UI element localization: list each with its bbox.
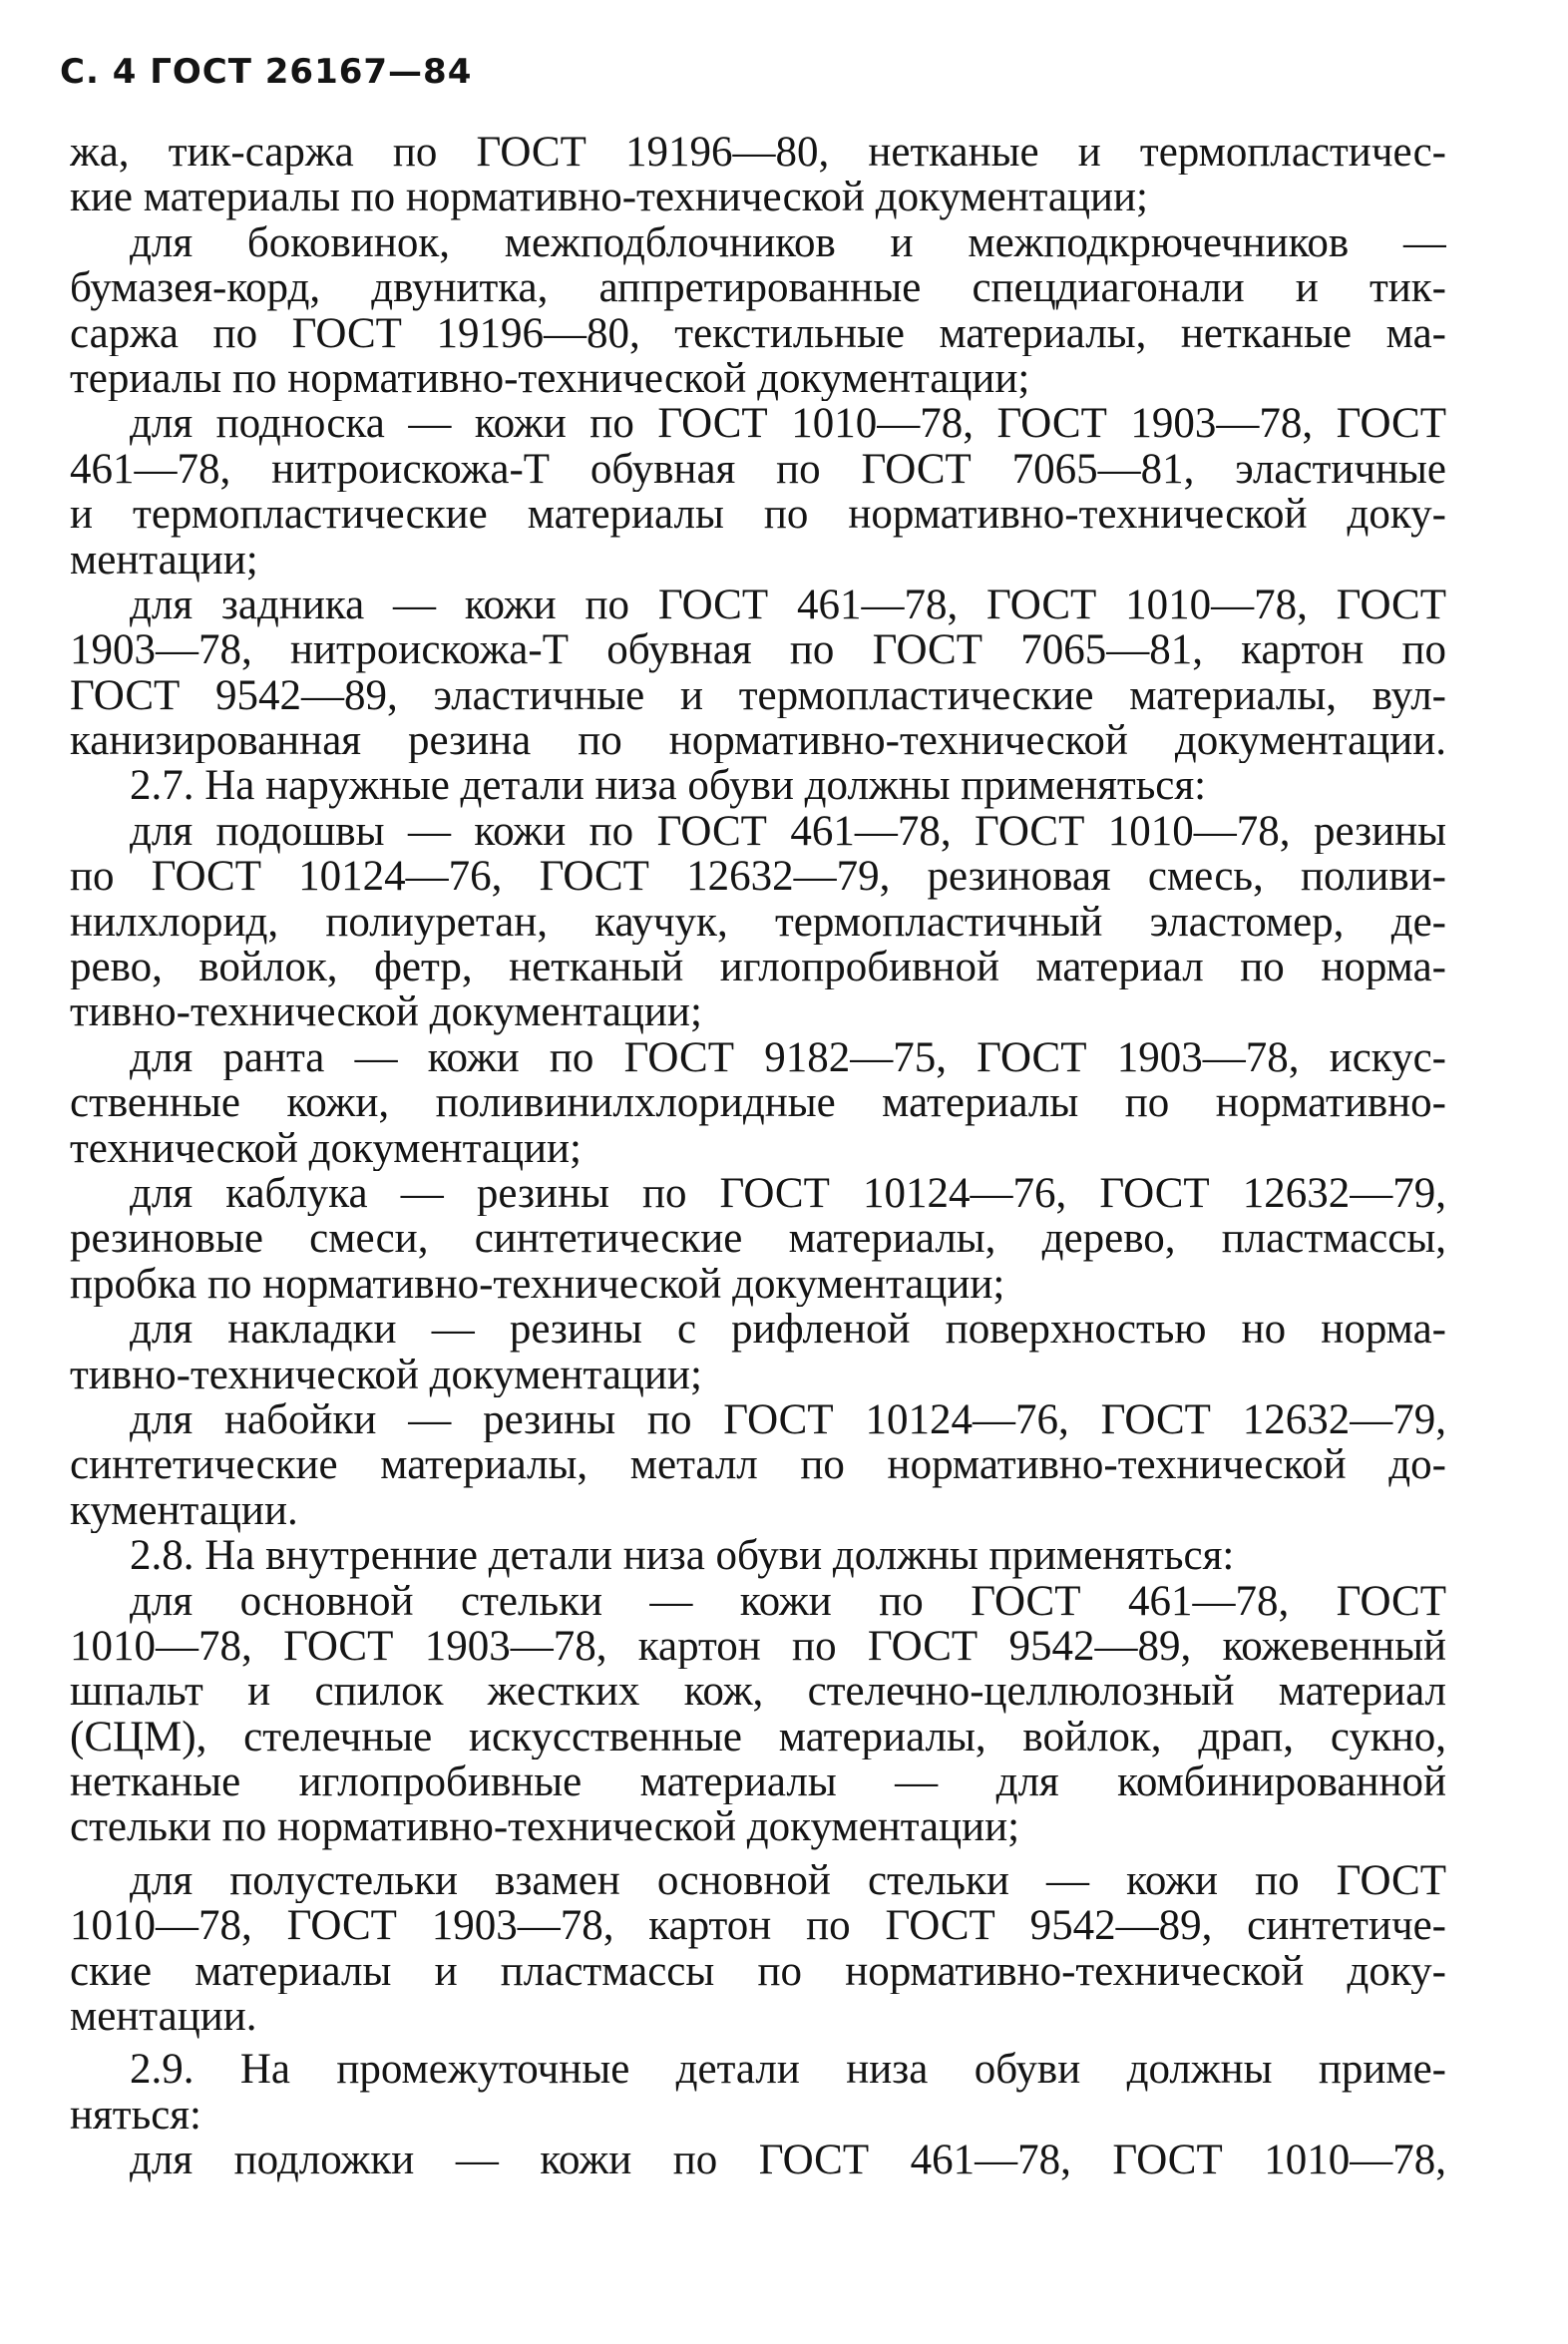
text-line: бумазея-корд, двунитка, аппретированные спецдиагонали и тик- bbox=[70, 265, 1446, 311]
paragraph-gap bbox=[70, 2039, 1446, 2047]
text-line: резиновые смеси, синтетические материалы, дерево, пластмассы, bbox=[70, 1216, 1446, 1262]
text-line: для подошвы — кожи по ГОСТ 461—78, ГОСТ 1010—78, резины bbox=[130, 808, 1446, 855]
text-line: 2.9. На промежуточные детали низа обуви должны приме- bbox=[130, 2047, 1446, 2093]
text-line: тивно-технической документации; bbox=[70, 989, 702, 1035]
text-line: для подложки — кожи по ГОСТ 461—78, ГОСТ 1010—78, bbox=[130, 2138, 1446, 2183]
document-body bbox=[70, 130, 1446, 2183]
text-line: канизированная резина по нормативно-технической документации. bbox=[70, 718, 1446, 764]
text-line: саржа по ГОСТ 19196—80, текстильные материалы, нетканые ма- bbox=[70, 310, 1446, 356]
text-line: ственные кожи, поливинилхлоридные материалы по нормативно- bbox=[70, 1080, 1446, 1126]
text-line: для боковинок, межподблочников и межподкрючечников — bbox=[130, 219, 1446, 266]
text-line: по ГОСТ 10124—76, ГОСТ 12632—79, резиновая смесь, поливи- bbox=[70, 854, 1446, 900]
text-line: шпальт и спилок жестких кож, стелечно-целлюлозный материал bbox=[70, 1669, 1446, 1715]
text-line: ментации; bbox=[70, 537, 258, 583]
text-line: нетканые иглопробивные материалы — для комбинированной bbox=[70, 1759, 1446, 1805]
text-line: для задника — кожи по ГОСТ 461—78, ГОСТ 1010—78, ГОСТ bbox=[130, 582, 1446, 628]
text-line: для основной стельки — кожи по ГОСТ 461—78, ГОСТ bbox=[130, 1578, 1446, 1624]
text-line: ГОСТ 9542—89, эластичные и термопластические материалы, вул- bbox=[70, 672, 1446, 719]
text-line: жа, тик-саржа по ГОСТ 19196—80, нетканые и термопластичес- bbox=[70, 130, 1446, 176]
text-line: для накладки — резины с рифленой поверхностью но норма- bbox=[130, 1307, 1446, 1353]
text-line: для набойки — резины по ГОСТ 10124—76, ГОСТ 12632—79, bbox=[130, 1396, 1446, 1443]
text-line: кие материалы по нормативно-технической документации; bbox=[70, 175, 1148, 220]
text-line: стельки по нормативно-технической документации; bbox=[70, 1804, 1020, 1850]
text-line: кументации. bbox=[70, 1487, 298, 1534]
text-line: 1010—78, ГОСТ 1903—78, картон по ГОСТ 9542—89, синтетиче- bbox=[70, 1903, 1446, 1949]
text-line: нилхлорид, полиуретан, каучук, термопластичный эластомер, де- bbox=[70, 899, 1446, 946]
text-line: ские материалы и пластмассы по нормативно-технической доку- bbox=[70, 1948, 1446, 1995]
text-line: териалы по нормативно-технической документации; bbox=[70, 355, 1030, 402]
text-line: няться: bbox=[70, 2092, 202, 2139]
text-line: (СЦМ), стелечные искусственные материалы, войлок, драп, сукно, bbox=[70, 1714, 1446, 1760]
text-line: технической документации; bbox=[70, 1125, 582, 1171]
text-line: пробка по нормативно-технической документации; bbox=[70, 1261, 1005, 1308]
text-line: рево, войлок, фетр, нетканый иглопробивной материал по норма- bbox=[70, 945, 1446, 990]
text-line: 2.7. На наружные детали низа обуви должны применяться: bbox=[130, 763, 1207, 809]
text-line: синтетические материалы, металл по нормативно-технической до- bbox=[70, 1442, 1446, 1488]
text-line: 461—78, нитроискожа-Т обувная по ГОСТ 7065—81, эластичные bbox=[70, 446, 1446, 493]
text-line: для каблука — резины по ГОСТ 10124—76, ГОСТ 12632—79, bbox=[130, 1170, 1446, 1217]
text-line: для ранта — кожи по ГОСТ 9182—75, ГОСТ 1903—78, искус- bbox=[130, 1034, 1446, 1081]
text-line: для полустельки взамен основной стельки — кожи по ГОСТ bbox=[130, 1857, 1446, 1904]
text-line: ментации. bbox=[70, 1994, 257, 2040]
text-line: и термопластические материалы по нормативно-технической доку- bbox=[70, 492, 1446, 538]
text-line: 1010—78, ГОСТ 1903—78, картон по ГОСТ 9542—89, кожевенный bbox=[70, 1623, 1446, 1670]
text-line: тивно-технической документации; bbox=[70, 1352, 702, 1397]
text-line: 2.8. На внутренние детали низа обуви должны применяться: bbox=[130, 1533, 1235, 1579]
page-header: С. 4 ГОСТ 26167—84 bbox=[60, 52, 473, 92]
text-line: 1903—78, нитроискожа-Т обувная по ГОСТ 7065—81, картон по bbox=[70, 627, 1446, 673]
paragraph-gap bbox=[70, 1850, 1446, 1858]
text-line: для подноска — кожи по ГОСТ 1010—78, ГОСТ 1903—78, ГОСТ bbox=[130, 401, 1446, 447]
